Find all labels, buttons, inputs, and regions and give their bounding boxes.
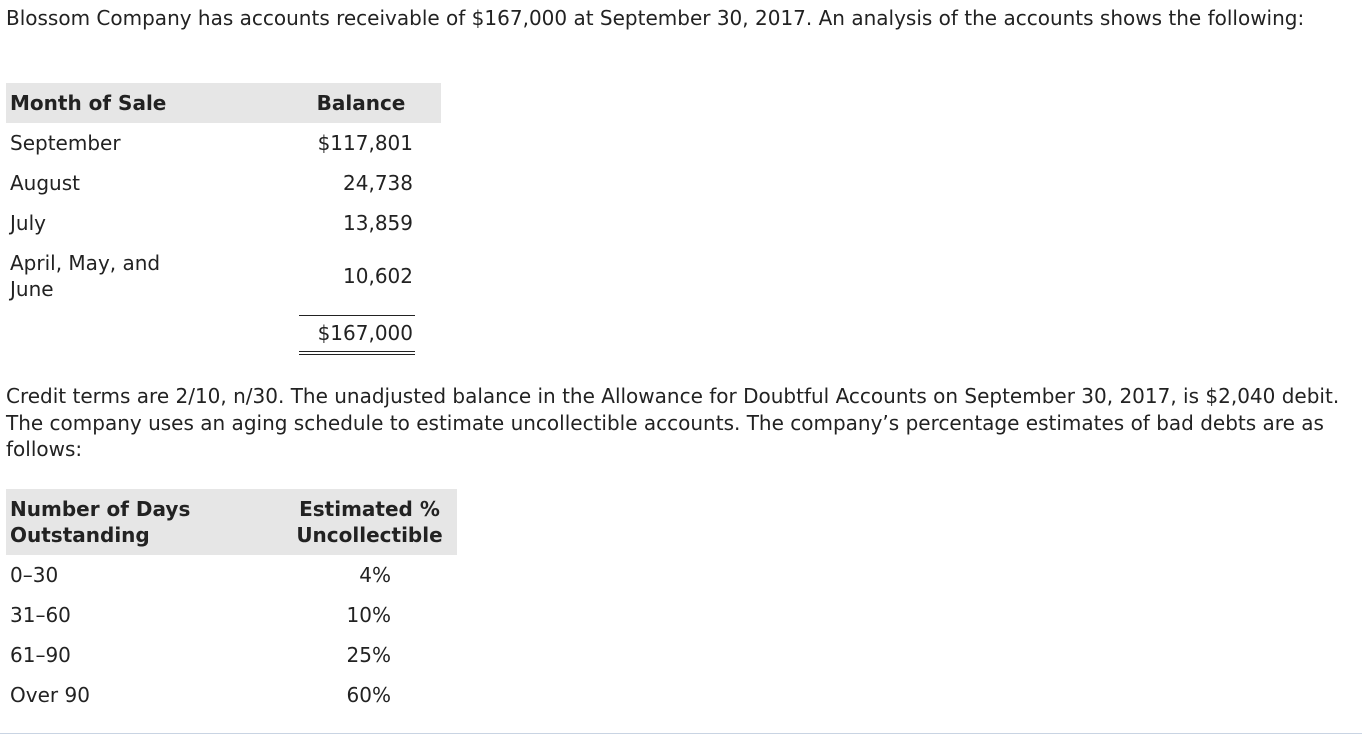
table-row: [6, 595, 457, 635]
table-row: [6, 675, 457, 715]
pct-cell: 60%: [346, 683, 391, 707]
month-cell: September: [10, 130, 121, 155]
month-cell: [6, 243, 281, 309]
credit-terms-paragraph: Credit terms are 2/10, n/30. The unadjusted balance in the Allowance for Doubtful Accounts on September 30, 2017, is $2,040 debit. The company uses an aging schedule to estimate uncollectible accounts. The company’s percentage estimates of bad debts are as follows:: [6, 384, 1340, 461]
days-cell: 61–90: [10, 643, 71, 667]
month-cell-text: April, May, and June: [10, 250, 161, 301]
total-cell: [281, 309, 441, 361]
total-balance: $167,000: [299, 315, 415, 355]
pct-cell: 4%: [359, 563, 391, 587]
month-cell: July: [10, 210, 46, 235]
month-of-sale-header: Month of Sale: [6, 83, 281, 123]
table-row: [6, 123, 441, 163]
estimated-pct-header: [282, 489, 457, 555]
table-row: [6, 243, 441, 309]
days-cell: Over 90: [10, 683, 90, 707]
pct-cell: 10%: [346, 603, 391, 627]
days-outstanding-header-text: Number of Days Outstanding: [10, 496, 191, 547]
estimated-pct-header-text: Estimated % Uncollectible: [296, 496, 443, 547]
intro-paragraph: Blossom Company has accounts receivable of $167,000 at September 30, 2017. An analysis of the accounts shows the following:: [6, 6, 1305, 30]
days-cell: 0–30: [10, 563, 59, 587]
total-label-cell: [6, 309, 281, 361]
bottom-divider: [0, 733, 1362, 734]
days-outstanding-header: [6, 489, 282, 555]
pct-cell: 25%: [346, 643, 391, 667]
table-header-row: [6, 489, 457, 555]
total-row: [6, 309, 441, 361]
table-row: [6, 203, 441, 243]
uncollectible-estimates-table: [6, 489, 457, 715]
table-row: [6, 635, 457, 675]
table-row: [6, 555, 457, 595]
balance-cell: 10,602: [343, 264, 413, 288]
balance-cell: $117,801: [317, 131, 413, 155]
balance-cell: 13,859: [343, 211, 413, 235]
days-cell: 31–60: [10, 603, 71, 627]
balance-cell: 24,738: [343, 171, 413, 195]
balance-header: Balance: [281, 83, 441, 123]
month-cell: August: [10, 170, 80, 195]
table-row: [6, 163, 441, 203]
accounts-receivable-table: [6, 83, 441, 361]
table-header-row: [6, 83, 441, 123]
